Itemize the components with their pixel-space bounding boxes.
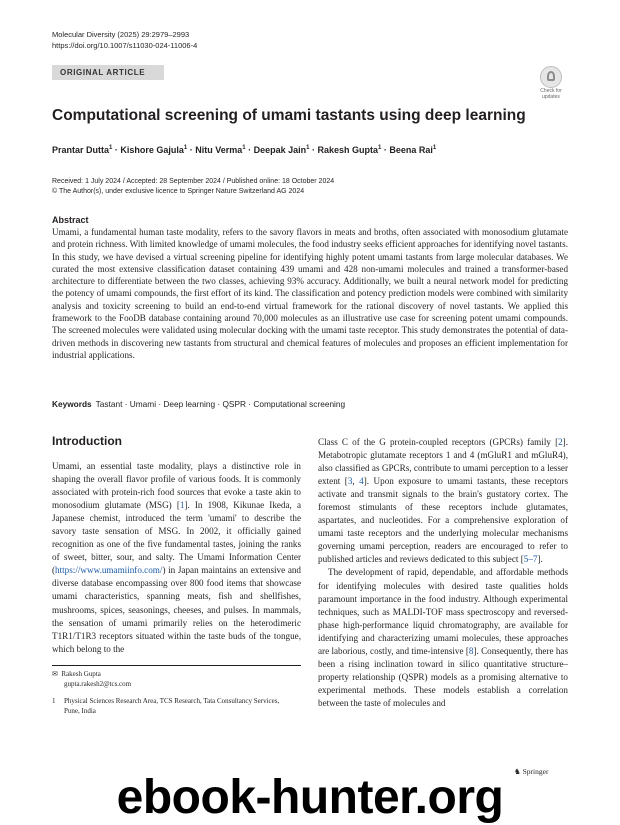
- keywords-list: Tastant · Umami · Deep learning · QSPR · Computational screening: [95, 399, 346, 409]
- affiliation-ref: 1: [378, 145, 382, 151]
- section-heading-introduction: Introduction: [52, 434, 122, 448]
- affiliation-ref: 1: [183, 145, 188, 151]
- footnote-divider: [52, 665, 301, 666]
- bookmark-icon: [540, 66, 562, 88]
- journal-info: [52, 30, 197, 51]
- author-name[interactable]: Kishore Gajula: [120, 145, 184, 155]
- envelope-icon: ✉: [52, 670, 58, 678]
- abstract-heading: Abstract: [52, 215, 89, 225]
- text-run: ].: [537, 554, 543, 565]
- corresponding-author: [52, 670, 131, 689]
- author-list: Prantar Dutta$^1$ · Kishore Gajula$^1$ · Nitu Verma$^1$ · Deepak Jain$^1$ · Rakesh Gupta$^1$ · Beena Rai$^1$: [52, 145, 437, 155]
- citation-link[interactable]: 4: [359, 476, 364, 487]
- affiliation-ref: 1: [242, 145, 246, 151]
- text-run: The development of rapid, dependable, and affordable methods for identifying molecules with desired taste qualities holds paramount importance in the food industry. Although experimental techniques, such as MALDI-TOF mass spectroscopy and reversed-phase high-performance liquid chromatography, are available for identifying and characterizing umami molecules, these approaches are laborious, costly, and time-intensive [: [318, 567, 568, 656]
- url-link[interactable]: https://www.umamiinfo.com/: [55, 565, 163, 576]
- text-run: ]. Upon exposure to umami tastants, these receptors activate and transmit signals to the brain's gustatory cortex. The foremost stimulants of these receptors include glutamates, aspartates, and nucleotides. For a comprehensive exploration of umami taste receptors and the underlying molecular mechanisms governing umami perception, readers are encouraged to refer to published articles and reviews dedicated to this subject [: [318, 476, 568, 565]
- publication-dates: [52, 177, 334, 197]
- affiliation-footnote: [52, 697, 292, 716]
- keywords-label: Keywords: [52, 399, 92, 409]
- article-title: Computational screening of umami tastants using deep learning: [52, 107, 526, 124]
- text-run: ]. Metabotropic glutamate receptors 1 and 4 (mGluR1 and mGluR4), also classified as GPCRs, contribute to umami perception to a lesser extent [: [318, 437, 568, 487]
- article-type-badge: ORIGINAL ARTICLE: [52, 65, 164, 80]
- paragraph: [52, 460, 301, 656]
- horse-icon: ♞: [514, 767, 521, 776]
- citation-link[interactable]: 3: [347, 476, 353, 487]
- author-name[interactable]: Beena Rai: [389, 145, 433, 155]
- affiliation-ref: 1: [306, 145, 310, 151]
- citation-link[interactable]: 5–7: [523, 554, 538, 565]
- body-column-right: [318, 436, 568, 710]
- author-name[interactable]: Nitu Verma: [195, 145, 243, 155]
- publisher-name: Springer: [522, 767, 549, 776]
- check-updates-label: Check for updates: [540, 88, 562, 100]
- author-name[interactable]: Prantar Dutta: [52, 145, 110, 155]
- affiliation-ref: 1: [109, 145, 113, 151]
- text-run: Umami, an essential taste modality, plays a distinctive role in shaping the overall flavor profile of various foods. It is commonly associated with protein-rich food sources that evoke a taste akin to monosodium glutamate (MSG) [: [52, 461, 301, 511]
- body-column-left: [52, 460, 301, 656]
- text-run: ) in Japan maintains an extensive and diverse database encompassing over 800 food items that showcase umami characteristics, spanning meats, fish and shellfishes, mushrooms, spices, seasonings, cheeses, and pulses. In mammals, the sensation of umami primarily relies on the heterodimeric T1R1/T1R3 receptors situated within the taste buds of the tongue, which belong to the: [52, 565, 301, 654]
- history-dates: Received: 1 July 2024 / Accepted: 28 September 2024 / Published online: 18 October 2024: [52, 178, 335, 185]
- corresponding-email[interactable]: gupta.rakesh2@tcs.com: [64, 679, 132, 688]
- doi-link[interactable]: https://doi.org/10.1007/s11030-024-11006-4: [52, 40, 198, 50]
- check-for-updates-badge[interactable]: [534, 66, 568, 100]
- affiliation-number: 1: [52, 697, 56, 705]
- paragraph: [318, 566, 568, 710]
- author-name[interactable]: Deepak Jain: [253, 145, 307, 155]
- citation-link[interactable]: 2: [558, 437, 563, 447]
- affiliation-ref: 1: [432, 145, 437, 151]
- text-run: ]. Consequently, there has been a rising inclination toward in silico quantitative structure–property relationship (QSPR) models as a promising alternative to experimental methods. These models establish a correlation between the taste of molecules and: [318, 645, 569, 708]
- author-name[interactable]: Rakesh Gupta: [317, 145, 379, 155]
- journal-citation: Molecular Diversity (2025) 29:2979–2993: [52, 30, 190, 39]
- watermark: ebook-hunter.org: [116, 771, 504, 824]
- text-run: ,: [352, 476, 360, 487]
- text-run: ]. In 1908, Kikunae Ikeda, a Japanese chemist, introduced the term 'umami' to describe the savory taste sensation of MSG. In 2002, it officially gained recognition as one of the five fundamental tastes, joining the ranks of sweet, bitter, sour, and salty. The Umami Information Center (: [52, 500, 301, 576]
- citation-link[interactable]: 1: [179, 500, 185, 511]
- paragraph: [318, 436, 568, 566]
- copyright-notice: © The Author(s), under exclusive licence to Springer Nature Switzerland AG 2024: [52, 188, 305, 195]
- text-run: Class C of the G protein-coupled receptors (GPCRs) family [: [318, 437, 559, 447]
- citation-link[interactable]: 8: [468, 645, 474, 656]
- affiliation-text: Physical Sciences Research Area, TCS Research, Tata Consultancy Services, Pune, India: [64, 697, 280, 715]
- abstract-text: Umami, a fundamental human taste modality, refers to the savory flavors in meats and broths, often associated with monosodium glutamate and protein richness. With limited knowledge of umami molecules, the food industry seeks efficient approaches for identifying novel tastants. In this study, we have devised a virtual screening pipeline for identifying highly potent umami tastants from large molecular databases. We curated the most extensive classification dataset containing 439 umami and 428 non-umami molecules and trained a transformer-based architecture to differentiate between the two classes, achieving 93% accuracy. Additionally, we built a neural network model for predicting the potency of umami compounds, the first effort of its kind. The classification and potency prediction models were combined with similarity analysis and toxicity screening to build an end-to-end virtual framework for the rational discovery of novel tastants. We applied this framework to the FooDB database containing around 70,000 molecules as an illustrative use case for screening potent umami compounds. The screened molecules were validated using molecular docking with the umami taste receptor. This study demonstrates the potential of data-driven methods in discovering new tastants from structural and chemical features of molecules and proposes an efficient implementation for industrial applications.: [52, 227, 568, 360]
- keywords: [52, 399, 345, 409]
- corresponding-name: Rakesh Gupta: [61, 670, 101, 678]
